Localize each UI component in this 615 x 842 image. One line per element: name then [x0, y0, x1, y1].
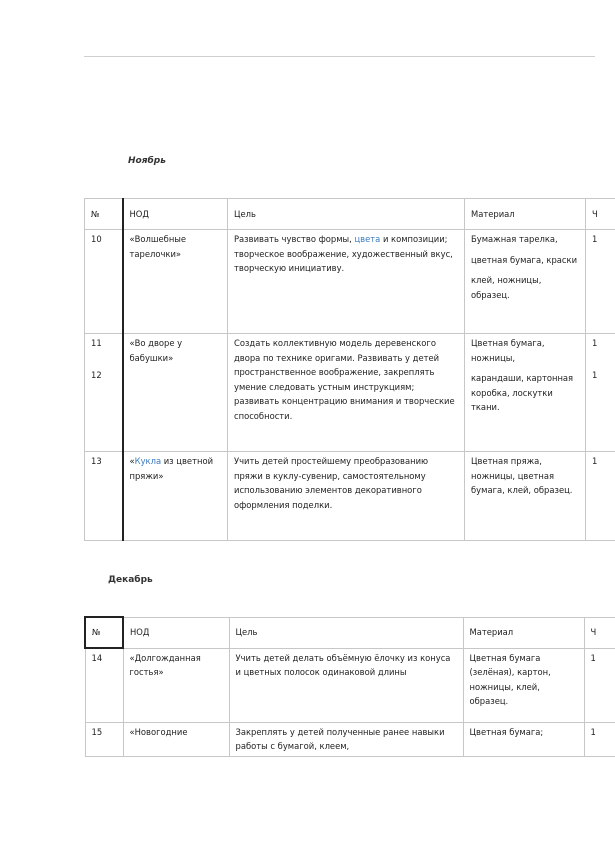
- header-goal: Цель: [229, 617, 463, 648]
- row-last: 1: [584, 648, 615, 722]
- table-row: [85, 452, 615, 541]
- row-goal: Учить детей делать объёмную ёлочку из конуса и цветных полосок одинаковой длины: [229, 648, 463, 722]
- november-table: [84, 198, 615, 541]
- row-last: 1 1: [586, 334, 615, 452]
- row-nod: «Во дворе у бабушки»: [123, 334, 228, 452]
- table-row: [85, 230, 615, 334]
- row-num: 10: [85, 230, 123, 334]
- row-nod: «Новогодние: [123, 722, 229, 756]
- header-last: Ч: [586, 199, 615, 230]
- table-header-row: [85, 617, 615, 648]
- row-nod: «Долгожданная гостья»: [123, 648, 229, 722]
- month-heading-december: Декабрь: [108, 575, 153, 585]
- row-material: Бумажная тарелка, цветная бумага, краски клей, ножницы, образец.: [465, 230, 586, 334]
- row-material: Цветная бумага;: [463, 722, 584, 756]
- top-divider: [84, 56, 595, 57]
- row-num: 15: [85, 722, 123, 756]
- november-table-wrap: [84, 198, 598, 543]
- header-material: Материал: [465, 199, 586, 230]
- row-last: 1: [586, 452, 615, 541]
- table-row: [85, 334, 615, 452]
- month-heading-november: Ноябрь: [128, 156, 166, 166]
- row-num: 13: [85, 452, 123, 541]
- december-table: [84, 616, 615, 757]
- link-color[interactable]: цвета: [354, 234, 381, 244]
- header-material: Материал: [463, 617, 584, 648]
- table-row: [85, 648, 615, 722]
- row-material: Цветная бумага (зелёная), картон, ножницы, клей, образец.: [463, 648, 584, 722]
- row-nod: «Волшебные тарелочки»: [123, 230, 228, 334]
- row-num: 11 12: [85, 334, 123, 452]
- header-nod: НОД: [123, 199, 228, 230]
- row-goal: Развивать чувство формы, цвета и композиции; творческое воображение, художественный вкус, творческую инициативу.: [228, 230, 465, 334]
- header-num: №: [85, 617, 123, 648]
- row-goal: Учить детей простейшему преобразованию пряжи в куклу-сувенир, самостоятельному использованию элементов декоративного оформления поделки.: [228, 452, 465, 541]
- header-nod: НОД: [123, 617, 229, 648]
- header-num: №: [85, 199, 123, 230]
- table-header-row: [85, 199, 615, 230]
- table-row: [85, 722, 615, 756]
- row-last: 1: [584, 722, 615, 756]
- link-doll[interactable]: Кукла: [134, 456, 162, 466]
- row-last: 1: [586, 230, 615, 334]
- row-material: Цветная пряжа, ножницы, цветная бумага, клей, образец.: [465, 452, 586, 541]
- row-goal: Закреплять у детей полученные ранее навыки работы с бумагой, клеем,: [229, 722, 463, 756]
- row-goal: Создать коллективную модель деревенского двора по технике оригами. Развивать у детей пространственное воображение, закреплять умение следовать устным инструкциям; развивать концентрацию внимания и творческие способности.: [228, 334, 465, 452]
- row-material: Цветная бумага, ножницы, карандаши, картонная коробка, лоскутки ткани.: [465, 334, 586, 452]
- header-last: Ч: [584, 617, 615, 648]
- header-goal: Цель: [228, 199, 465, 230]
- row-nod: «Кукла из цветной пряжи»: [123, 452, 228, 541]
- december-table-wrap: [84, 616, 595, 753]
- row-num: 14: [85, 648, 123, 722]
